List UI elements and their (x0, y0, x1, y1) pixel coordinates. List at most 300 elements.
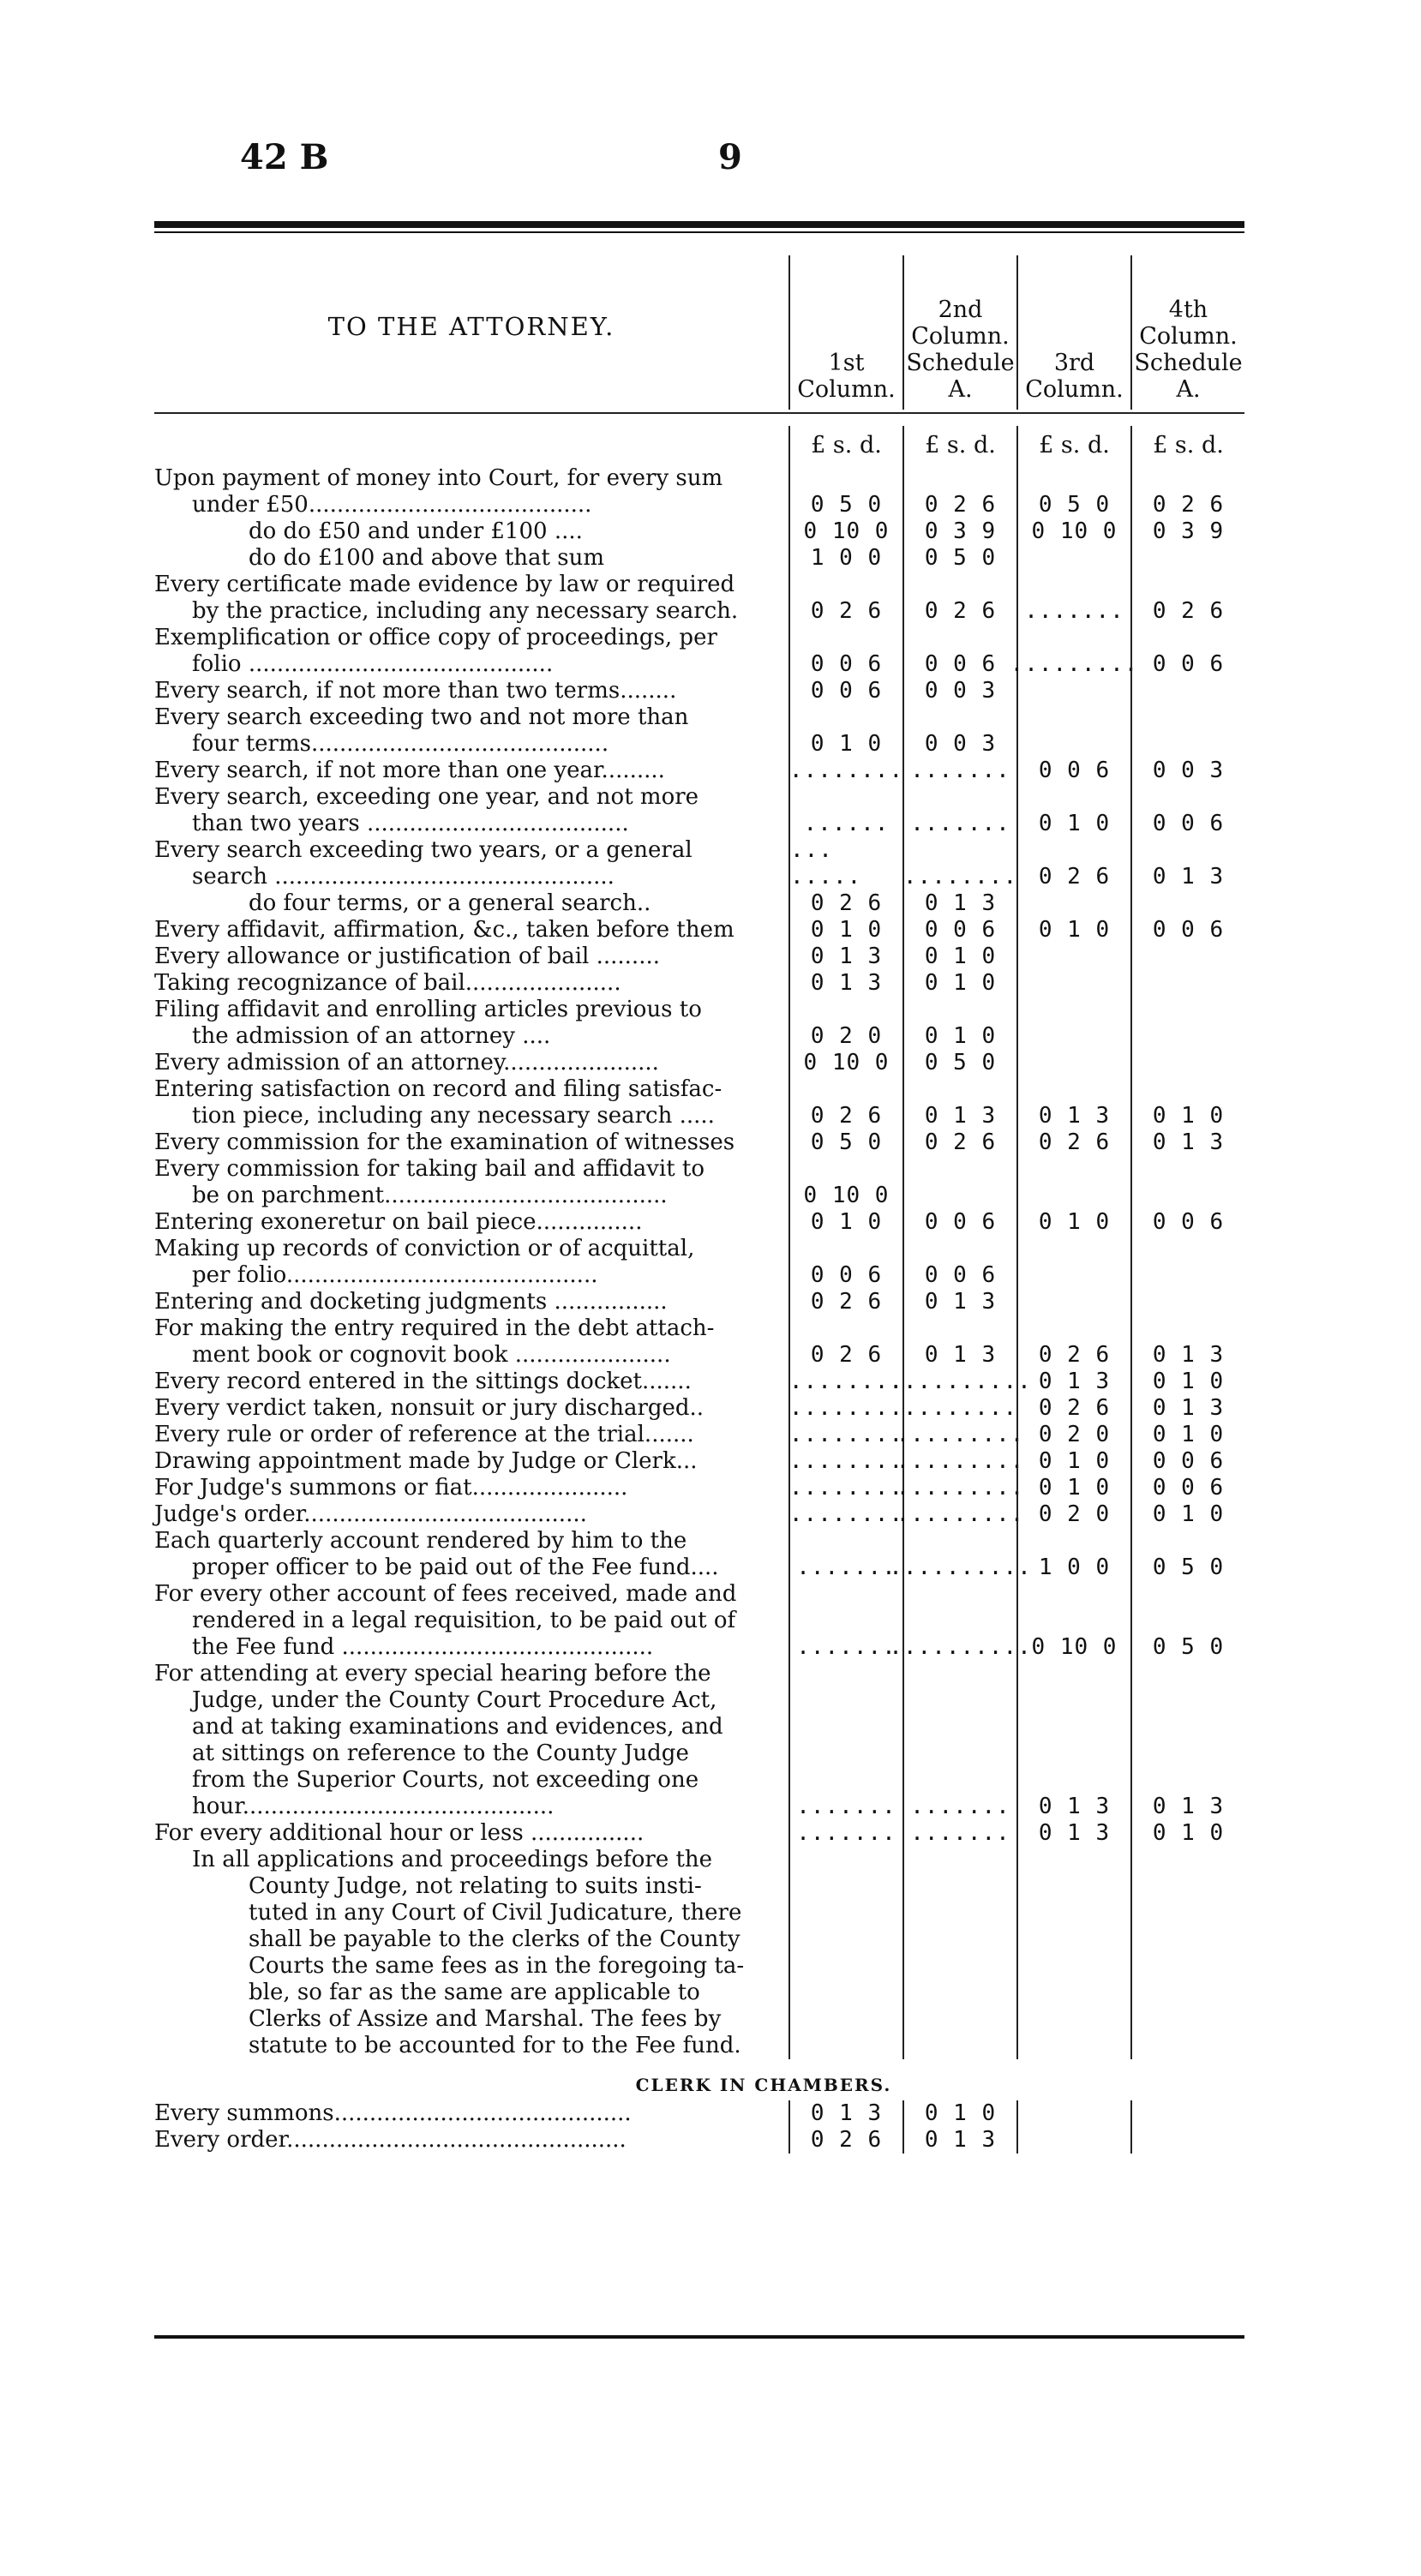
table-row (154, 465, 1244, 518)
table-row (154, 1581, 1244, 1661)
table-row (154, 1209, 1244, 1236)
table-row (154, 572, 1244, 625)
fee-value-col-2: 0 1 0 (902, 997, 1016, 1050)
fee-value-col-3: 0 1 0 (1016, 917, 1130, 944)
table-row (154, 1501, 1244, 1528)
description-line: Every commission for the examination of witnesses (154, 1129, 735, 1155)
fee-value-col-1: 0 0 6 (788, 678, 902, 704)
table-row (154, 758, 1244, 784)
fee-value-col-3 (1016, 890, 1130, 917)
fee-value-col-1: 0 0 6 (788, 625, 902, 678)
fee-value-col-2: 0 3 9 (902, 518, 1016, 545)
description-line: Clerks of Assize and Marshal. The fees by (249, 2006, 722, 2032)
fee-value-col-4: 0 0 6 (1130, 1209, 1244, 1236)
table-row (154, 837, 1244, 890)
description-line: hour............................................ (192, 1794, 555, 1819)
description-line: Entering exoneretur on bail piece............... (154, 1209, 643, 1235)
fee-description (154, 1581, 788, 1661)
description-line: the Fee fund ............................................ (192, 1634, 654, 1660)
description-line: Every allowance or justification of bail ......... (154, 944, 660, 969)
fee-description (154, 2100, 788, 2127)
table-row (154, 970, 1244, 997)
table-row (154, 944, 1244, 970)
fee-value-col-4: 0 1 0 (1130, 1422, 1244, 1448)
fee-value-col-4 (1130, 2127, 1244, 2154)
table-row (154, 678, 1244, 704)
fee-description (154, 625, 788, 678)
table-row (154, 1661, 1244, 1820)
table-header (154, 237, 1244, 414)
description-line: the admission of an attorney .... (192, 1023, 551, 1049)
fee-description (154, 1129, 788, 1156)
fee-value-col-1: 0 2 0 (788, 997, 902, 1050)
fee-description (154, 1820, 788, 1847)
fee-value-col-3: 0 1 0 (1016, 784, 1130, 837)
chamber-rows (154, 2100, 1244, 2154)
fee-value-col-1: 0 2 6 (788, 2127, 902, 2154)
fee-description (154, 704, 788, 758)
table-title: TO THE ATTORNEY. (327, 312, 615, 341)
fee-value-col-1: 0 1 0 (788, 704, 902, 758)
fee-description (154, 758, 788, 784)
fee-value-col-1: ....... (788, 1661, 902, 1820)
column-header-line: 4th (1168, 297, 1208, 323)
fee-value-col-3: 0 2 0 (1016, 1422, 1130, 1448)
fee-value-col-4: 0 1 3 (1130, 1661, 1244, 1820)
table-row (154, 1129, 1244, 1156)
description-line: Every order................................................ (154, 2127, 627, 2153)
page-number: 9 (718, 137, 742, 177)
fee-value-col-4: 0 5 0 (1130, 1528, 1244, 1581)
fee-description (154, 784, 788, 837)
column-header-4 (1130, 255, 1244, 410)
column-header-line: Column. (1139, 323, 1238, 350)
fee-value-col-1: ....... (788, 1820, 902, 1847)
description-line: by the practice, including any necessary search. (192, 598, 739, 624)
description-line: than two years ..................................... (192, 811, 629, 836)
description-line: Entering satisfaction on record and filing satisfac- (154, 1076, 722, 1102)
fee-description (154, 1501, 788, 1528)
description-line: Every certificate made evidence by law or required (154, 572, 735, 597)
column-header-2 (902, 255, 1016, 410)
fee-value-col-2: 0 5 0 (902, 1050, 1016, 1076)
fee-value-col-2: ....... (902, 1820, 1016, 1847)
column-header-1 (788, 255, 902, 410)
description-line: tuted in any Court of Civil Judicature, there (249, 1900, 742, 1926)
fee-value-col-3: 0 1 3 (1016, 1369, 1130, 1395)
table-row (154, 1528, 1244, 1581)
fee-value-col-1: ...... (788, 784, 902, 837)
description-line: Every search, if not more than two terms........ (154, 678, 677, 704)
description-line: from the Superior Courts, not exceeding one (192, 1767, 699, 1793)
table-row (154, 625, 1244, 678)
fee-value-col-4 (1130, 997, 1244, 1050)
fee-value-col-4 (1130, 970, 1244, 997)
table-row (154, 784, 1244, 837)
description-line: For Judge's summons or fiat...................... (154, 1475, 628, 1501)
fee-value-col-1: 0 0 6 (788, 1236, 902, 1289)
fee-value-col-2: 0 1 3 (902, 1076, 1016, 1129)
fee-value-col-3 (1016, 545, 1130, 572)
sub-heading: CLERK IN CHAMBERS. (635, 2075, 892, 2095)
fee-value-col-3 (1016, 1156, 1130, 1209)
description-line: Every record entered in the sittings docket....... (154, 1369, 692, 1394)
fee-value-col-2: 0 0 6 (902, 625, 1016, 678)
fee-description (154, 572, 788, 625)
fee-value-col-4: 0 0 6 (1130, 1475, 1244, 1501)
description-line: rendered in a legal requisition, to be paid out of (192, 1608, 736, 1633)
fee-value-col-2: 0 0 6 (902, 917, 1016, 944)
fee-value-col-3: 0 0 6 (1016, 758, 1130, 784)
fee-value-col-3: 0 1 0 (1016, 1448, 1130, 1475)
fee-value-col-1: ........ (788, 1475, 904, 1501)
fee-value-col-4: 0 0 6 (1130, 784, 1244, 837)
fee-value-col-1: ....... (788, 1581, 902, 1661)
fee-value-col-4: 0 1 0 (1130, 1369, 1244, 1395)
fee-description (154, 1050, 788, 1076)
fee-value-col-2: .......... (902, 1528, 1016, 1581)
fee-description (154, 1448, 788, 1475)
table-row (154, 2127, 1244, 2154)
fee-description (154, 944, 788, 970)
fee-value-col-4 (1130, 704, 1244, 758)
table-row (154, 1475, 1244, 1501)
description-line: Taking recognizance of bail...................... (154, 970, 621, 996)
fee-value-col-1: 0 2 6 (788, 1076, 902, 1129)
description-line: and at taking examinations and evidences, and (192, 1714, 723, 1740)
description-line: Each quarterly account rendered by him to the (154, 1528, 687, 1554)
fee-value-col-2: 0 0 3 (902, 678, 1016, 704)
fee-description (154, 1315, 788, 1369)
fee-value-col-2: 0 1 0 (902, 2100, 1016, 2127)
fee-value-col-3: 0 1 0 (1016, 1209, 1130, 1236)
column-header-line: 2nd (938, 297, 983, 323)
fee-description (154, 1156, 788, 1209)
fee-value-col-4: 0 0 6 (1130, 625, 1244, 678)
fee-value-col-4: 0 1 0 (1130, 1076, 1244, 1129)
description-line: do do £50 and under £100 .... (249, 518, 583, 544)
fee-value-col-1: ........ (788, 758, 904, 783)
table-row (154, 1448, 1244, 1475)
table-row (154, 518, 1244, 545)
fee-value-col-3: 0 2 6 (1016, 1129, 1130, 1156)
fee-description (154, 2127, 788, 2154)
table-row (154, 1156, 1244, 1209)
table-row (154, 1050, 1244, 1076)
fee-value-col-3 (1016, 1289, 1130, 1315)
description-line: Every search, exceeding one year, and not more (154, 784, 699, 810)
column-header-line: Schedule (1134, 350, 1243, 376)
description-line: Every commission for taking bail and affidavit to (154, 1156, 705, 1182)
fee-value-col-3: 0 1 3 (1016, 1820, 1130, 1847)
fee-value-col-4 (1130, 1289, 1244, 1315)
fee-value-col-4 (1130, 1236, 1244, 1289)
fee-value-col-3 (1016, 704, 1130, 758)
fee-value-col-1: 0 1 3 (788, 2100, 902, 2127)
fee-value-col-4: 0 1 0 (1130, 1501, 1244, 1528)
fee-value-col-2: ....... (902, 758, 1016, 784)
fee-value-col-3 (1016, 1847, 1130, 2059)
fee-value-col-3 (1016, 1236, 1130, 1289)
fee-value-col-1: ....... (788, 1528, 902, 1581)
table-row (154, 1847, 1244, 2059)
table-row (154, 1422, 1244, 1448)
fee-description (154, 837, 788, 890)
table-row (154, 997, 1244, 1050)
fee-value-col-3: 0 5 0 (1016, 465, 1130, 518)
fee-value-col-4: 0 1 3 (1130, 1129, 1244, 1156)
fee-table (154, 237, 1244, 2154)
fee-value-col-3: 0 1 3 (1016, 1661, 1130, 1820)
fee-value-col-1: 0 5 0 (788, 465, 902, 518)
units-row (154, 426, 1244, 465)
column-header-line: A. (1176, 376, 1201, 403)
fee-value-col-1: 0 2 6 (788, 890, 902, 917)
fee-value-col-3: 0 2 6 (1016, 1315, 1130, 1369)
fee-value-col-4: 0 0 6 (1130, 1448, 1244, 1475)
fee-value-col-2: 0 1 3 (902, 1289, 1016, 1315)
fee-value-col-3 (1016, 997, 1130, 1050)
description-line: per folio............................................ (192, 1262, 598, 1288)
fee-value-col-2: 0 0 6 (902, 1236, 1016, 1289)
table-row (154, 1236, 1244, 1289)
units-label: £ s. d. (902, 426, 1016, 465)
description-line: at sittings on reference to the County Judge (192, 1740, 689, 1766)
fee-value-col-2: 0 5 0 (902, 545, 1016, 572)
fee-value-col-3: 0 1 0 (1016, 1475, 1130, 1501)
description-line: Every search exceeding two and not more than (154, 704, 689, 730)
table-row (154, 2100, 1244, 2127)
fee-value-col-1: ... ..... (788, 837, 902, 890)
fee-value-col-2: ........ (902, 1395, 1018, 1421)
top-rule-thin (154, 231, 1244, 233)
fee-description (154, 518, 788, 545)
fee-value-col-4: 0 0 6 (1130, 917, 1244, 944)
fee-value-col-1: 1 0 0 (788, 545, 902, 572)
fee-value-col-3 (1016, 678, 1130, 704)
fee-value-col-4: 0 2 6 (1130, 572, 1244, 625)
fee-value-col-1 (788, 1847, 902, 2059)
fee-description (154, 1528, 788, 1581)
description-line: Judge's order........................................ (154, 1501, 587, 1527)
top-rule (154, 221, 1244, 228)
column-header-line: Column. (797, 376, 896, 403)
column-header-line: Column. (911, 323, 1010, 350)
fee-value-col-2: ......... (896, 1475, 1025, 1501)
description-line: Every rule or order of reference at the trial....... (154, 1422, 694, 1447)
fee-value-col-2: 0 2 6 (902, 572, 1016, 625)
fee-value-col-1: ........ (788, 1422, 904, 1447)
description-line: Upon payment of money into Court, for every sum (154, 465, 723, 491)
description-line: do do £100 and above that sum (249, 545, 604, 571)
column-header-line: A. (948, 376, 973, 403)
description-line: proper officer to be paid out of the Fee fund.... (192, 1555, 719, 1580)
fee-description (154, 1076, 788, 1129)
fee-value-col-4: 0 1 0 (1130, 1820, 1244, 1847)
description-line: do four terms, or a general search.. (249, 890, 651, 916)
fee-value-col-2: .......... (902, 1581, 1016, 1661)
fee-description (154, 890, 788, 917)
fee-value-col-4 (1130, 890, 1244, 917)
fee-value-col-4: 0 2 6 (1130, 465, 1244, 518)
fee-value-col-4 (1130, 678, 1244, 704)
fee-value-col-3: 0 2 6 (1016, 1395, 1130, 1422)
bottom-rule (154, 2335, 1244, 2339)
fee-value-col-3: 0 2 0 (1016, 1501, 1130, 1528)
fee-value-col-3 (1016, 944, 1130, 970)
fee-description (154, 465, 788, 518)
fee-value-col-3: 0 10 0 (1016, 518, 1130, 545)
units-label: £ s. d. (1130, 426, 1244, 465)
fee-value-col-2: .......... (889, 1369, 1032, 1394)
fee-description (154, 1289, 788, 1315)
fee-value-col-4 (1130, 1847, 1244, 2059)
fee-value-col-2: 0 1 3 (902, 1315, 1016, 1369)
page-reference: 42 B (240, 137, 329, 177)
fee-description (154, 970, 788, 997)
fee-value-col-2: ....... (902, 1661, 1016, 1820)
description-line: folio ........................................... (192, 651, 554, 677)
fee-value-col-2: 0 1 3 (902, 2127, 1016, 2154)
table-row (154, 545, 1244, 572)
fee-description (154, 1661, 788, 1820)
fee-value-col-3 (1016, 2127, 1130, 2154)
fee-value-col-2: ....... (902, 784, 1016, 837)
fee-value-col-1: 0 1 0 (788, 917, 902, 944)
fee-value-col-1: 0 2 6 (788, 1315, 902, 1369)
fee-value-col-2: 0 0 3 (902, 704, 1016, 758)
fee-value-col-1: 0 10 0 (788, 1156, 902, 1209)
description-line: Making up records of conviction or of acquittal, (154, 1236, 695, 1261)
fee-description (154, 997, 788, 1050)
fee-value-col-2: 0 1 0 (902, 944, 1016, 970)
column-header-line: 3rd (1053, 350, 1095, 376)
column-header-line: 1st (828, 350, 865, 376)
fee-value-col-2: ......... (896, 1448, 1025, 1474)
units-label: £ s. d. (1016, 426, 1130, 465)
description-line: For making the entry required in the debt attach- (154, 1315, 715, 1341)
table-row (154, 1315, 1244, 1369)
description-line: Drawing appointment made by Judge or Clerk... (154, 1448, 698, 1474)
fee-value-col-1: 0 2 6 (788, 1289, 902, 1315)
fee-value-col-2: ......... (896, 1501, 1025, 1527)
page-header (0, 137, 1421, 189)
fee-value-col-4: 0 0 3 (1130, 758, 1244, 784)
fee-value-col-2: ......... (896, 1422, 1025, 1447)
fee-value-col-1: 0 2 6 (788, 572, 902, 625)
description-line: Every search, if not more than one year......... (154, 758, 665, 783)
fee-value-col-4 (1130, 545, 1244, 572)
description-line: For every additional hour or less ................ (154, 1820, 645, 1846)
fee-value-col-4: 0 1 3 (1130, 1395, 1244, 1422)
fee-description (154, 1369, 788, 1395)
fee-description (154, 678, 788, 704)
description-line: Entering and docketing judgments ................ (154, 1289, 668, 1315)
fee-value-col-2: 0 1 3 (902, 890, 1016, 917)
fee-value-col-1: 0 1 3 (788, 970, 902, 997)
description-line: Exemplification or office copy of proceedings, per (154, 625, 717, 650)
fee-description (154, 1209, 788, 1236)
fee-value-col-4: 0 5 0 (1130, 1581, 1244, 1661)
fee-value-col-1: 0 5 0 (788, 1129, 902, 1156)
fee-value-col-1: 0 10 0 (788, 518, 902, 545)
description-line: Every admission of an attorney...................... (154, 1050, 659, 1075)
fee-value-col-3: 0 2 6 (1016, 837, 1130, 890)
fee-value-col-2: ........ (902, 837, 1016, 890)
fee-value-col-3: ......... (1016, 625, 1130, 678)
column-header-line: Column. (1025, 376, 1124, 403)
description-line: Every summons.......................................... (154, 2100, 632, 2126)
fee-value-col-3 (1016, 2100, 1130, 2127)
fee-value-col-1: ........ (788, 1369, 904, 1394)
fee-value-col-1: 0 1 0 (788, 1209, 902, 1236)
fee-rows (154, 465, 1244, 2059)
fee-value-col-4: 0 1 3 (1130, 1315, 1244, 1369)
fee-value-col-1: 0 10 0 (788, 1050, 902, 1076)
fee-value-col-3: ....... (1016, 572, 1130, 625)
fee-value-col-1: ........ (788, 1501, 904, 1527)
fee-value-col-2: 0 2 6 (902, 465, 1016, 518)
table-row (154, 1289, 1244, 1315)
fee-value-col-3: 1 0 0 (1016, 1528, 1130, 1581)
description-line: statute to be accounted for to the Fee fund. (249, 2033, 741, 2058)
column-header-line: Schedule (906, 350, 1015, 376)
fee-value-col-4 (1130, 1156, 1244, 1209)
description-line: In all applications and proceedings before the (192, 1847, 713, 1872)
fee-value-col-2: 0 1 0 (902, 970, 1016, 997)
description-line: search ................................................ (192, 864, 615, 890)
description-line: Filing affidavit and enrolling articles previous to (154, 997, 702, 1022)
fee-value-col-3: 0 1 3 (1016, 1076, 1130, 1129)
table-row (154, 1076, 1244, 1129)
fee-value-col-4: 0 1 3 (1130, 837, 1244, 890)
fee-value-col-2: 0 2 6 (902, 1129, 1016, 1156)
table-row (154, 1369, 1244, 1395)
description-line: shall be payable to the clerks of the County (249, 1926, 740, 1952)
fee-value-col-3 (1016, 1050, 1130, 1076)
description-line: Courts the same fees as in the foregoing ta- (249, 1953, 745, 1979)
fee-value-col-4 (1130, 944, 1244, 970)
table-row (154, 1820, 1244, 1847)
fee-value-col-3 (1016, 970, 1130, 997)
description-line: under £50........................................ (192, 492, 592, 518)
fee-value-col-2 (902, 1156, 1016, 1209)
fee-description (154, 1847, 788, 2059)
fee-description (154, 917, 788, 944)
column-header-3 (1016, 255, 1130, 410)
fee-description (154, 1236, 788, 1289)
fee-value-col-3: 0 10 0 (1016, 1581, 1130, 1661)
fee-description (154, 1395, 788, 1422)
fee-description (154, 1475, 788, 1501)
fee-description (154, 1422, 788, 1448)
description-line: Every affidavit, affirmation, &c., taken before them (154, 917, 734, 943)
fee-value-col-2 (902, 1847, 1016, 2059)
description-line: County Judge, not relating to suits insti- (249, 1873, 702, 1899)
fee-value-col-1: ........ (788, 1448, 904, 1474)
fee-value-col-4 (1130, 1050, 1244, 1076)
table-row (154, 917, 1244, 944)
description-line: For attending at every special hearing before the (154, 1661, 711, 1686)
description-line: Every verdict taken, nonsuit or jury discharged.. (154, 1395, 705, 1421)
table-row (154, 704, 1244, 758)
description-line: four terms.......................................... (192, 731, 609, 757)
units-label: £ s. d. (788, 426, 902, 465)
table-row (154, 890, 1244, 917)
fee-value-col-1: 0 1 3 (788, 944, 902, 970)
fee-value-col-4 (1130, 2100, 1244, 2127)
fee-value-col-4: 0 3 9 (1130, 518, 1244, 545)
